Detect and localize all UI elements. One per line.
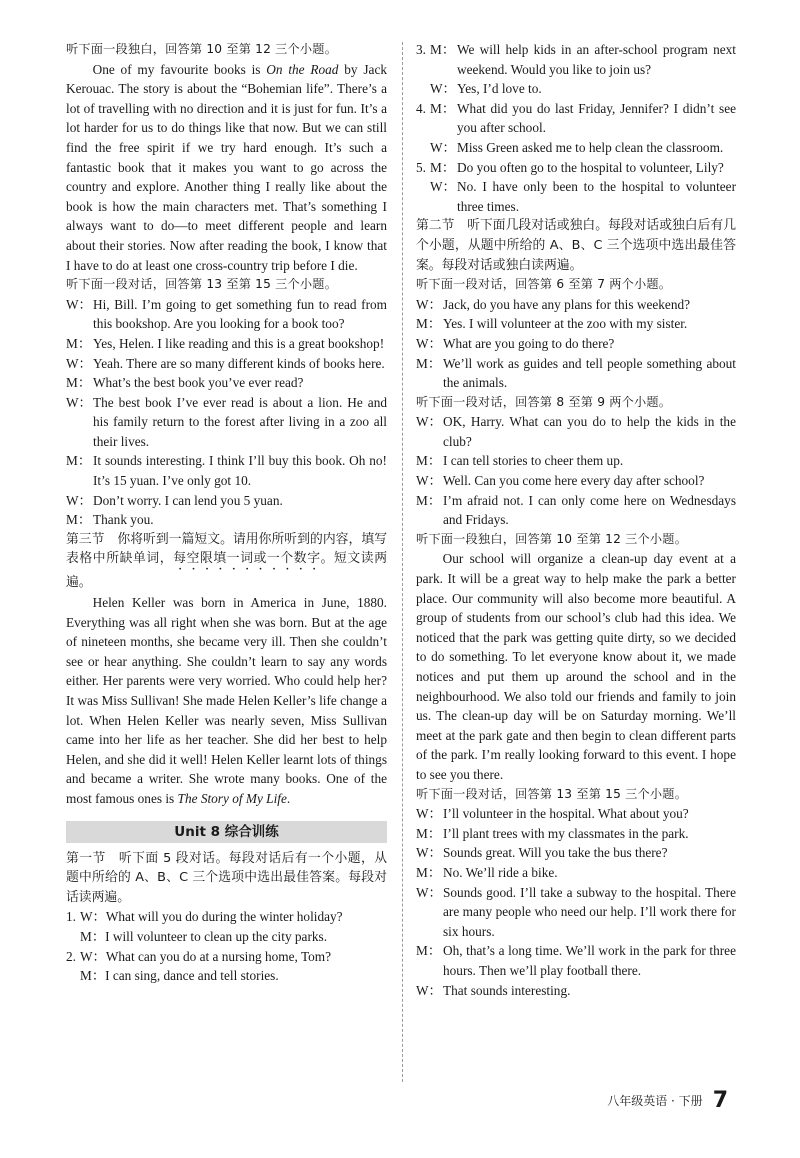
question-item xyxy=(416,99,736,138)
dialogue-text: I can tell stories to cheer them up. xyxy=(443,453,624,469)
dialogue-text: Do you often go to the hospital to volunteer, Lily? xyxy=(457,159,724,175)
question-item xyxy=(416,158,736,178)
speaker-label: M： xyxy=(416,943,442,959)
dialogue xyxy=(416,412,736,530)
speaker-label: M： xyxy=(416,316,442,332)
dialogue-text: Miss Green asked me to help clean the classroom. xyxy=(457,139,724,155)
dialogue-line xyxy=(416,314,736,334)
dialogue-text: The best book I’ve ever read is about a lion. He and his family return to the forest after living in a zoo all their lives. xyxy=(93,394,387,449)
section-instruction: 第三节 你将听到一篇短文。请用你所听到的内容，填写表格中所缺单词，每空限填一词或一个数字。短文读两遍。 xyxy=(66,531,388,591)
dialogue-line xyxy=(416,981,736,1001)
page-footer xyxy=(607,1088,728,1113)
dialogue-text: No. I have only been to the hospital to volunteer three times. xyxy=(457,179,736,214)
section-heading: 听下面一段独白，回答第 10 至第 12 三个小题。 xyxy=(66,42,338,56)
speaker-label: M： xyxy=(416,453,442,469)
section-heading: 听下面一段对话，回答第 8 至第 9 两个小题。 xyxy=(416,394,672,409)
speaker-label: W： xyxy=(416,806,442,822)
dialogue-text: What are you going to do there? xyxy=(443,335,615,351)
dialogue-text: Jack, do you have any plans for this weekend? xyxy=(443,296,691,312)
dialogue-text: Yes, I’d love to. xyxy=(457,81,542,97)
dialogue-text: It sounds interesting. I think I’ll buy this book. Oh no! It’s 15 yuan. I’ve only got 10. xyxy=(93,453,387,489)
listening-passage: Helen Keller was born in America in June, 1880. Everything was all right when she was born. But at the age of nineteen months, she became very ill. Then she couldn’t see or hear anything. She couldn’t learn to say any words either. Her parents were very worried. Who could help her? It was Miss Sullivan! She made Helen Keller’s life change a lot. When Helen Keller was nearly seven, Miss Sullivan came into her life as her teacher. She did her best to help Helen, and she did it well! Helen Keller learnt lots of things and became a writer. She wrote many books. One of the most famous ones is The Story of My Life. xyxy=(66,595,388,806)
dialogue-line: M：I can sing, dance and tell stories. xyxy=(80,968,279,984)
dialogue-line xyxy=(66,354,387,374)
dialogue-line xyxy=(416,843,736,863)
dialogue-line xyxy=(416,804,736,824)
dialogue-line xyxy=(66,334,387,354)
speaker-label: M： xyxy=(416,492,442,508)
dialogue-text: Yes. I will volunteer at the zoo with my sister. xyxy=(443,316,688,332)
dialogue-text: I’ll volunteer in the hospital. What about you? xyxy=(443,806,689,822)
dialogue-text: W：What can you do at a nursing home, Tom? xyxy=(80,948,332,964)
dialogue-line xyxy=(416,471,736,491)
dialogue-line xyxy=(66,393,387,452)
dialogue-text: Yes, Helen. I like reading and this is a great bookshop! xyxy=(93,335,385,351)
dialogue-text: We’ll work as guides and tell people something about the animals. xyxy=(443,355,736,391)
question-number: 5. xyxy=(416,159,426,175)
dialogue-text: Don’t worry. I can lend you 5 yuan. xyxy=(93,492,283,508)
dialogue-line xyxy=(416,824,736,844)
question-number: 1. xyxy=(66,909,76,925)
dialogue-line xyxy=(416,354,736,393)
speaker-label: M： xyxy=(430,42,456,57)
dialogue-text: I’m afraid not. I can only come here on Wednesdays and Fridays. xyxy=(443,492,736,528)
right-column xyxy=(416,40,736,1000)
speaker-label: M： xyxy=(66,375,92,391)
section-instruction: 第二节 听下面几段对话或独白。每段对话或独白后有几个小题，从题中所给的 A、B、C 三个选项中选出最佳答案。每段对话或独白读两遍。 xyxy=(416,218,736,273)
section-heading: 听下面一段对话，回答第 6 至第 7 两个小题。 xyxy=(416,277,672,292)
speaker-label: M： xyxy=(66,453,92,469)
dialogue-line xyxy=(416,412,736,451)
speaker-label: W： xyxy=(430,81,456,97)
speaker-label: M： xyxy=(416,355,442,371)
dialogue xyxy=(416,804,736,1000)
dialogue-text: W：What will you do during the winter holiday? xyxy=(80,909,343,925)
speaker-label: M： xyxy=(430,159,456,175)
speaker-label: W： xyxy=(416,414,442,430)
dialogue xyxy=(66,295,387,530)
dialogue-text: Sounds good. I’ll take a subway to the hospital. There are many people who need our help. I’ll work there for six hours. xyxy=(443,884,736,939)
dialogue-line xyxy=(416,138,736,158)
speaker-label: M： xyxy=(416,825,442,841)
speaker-label: W： xyxy=(66,394,92,410)
dialogue-text: Hi, Bill. I’m going to get something fun to read from this bookshop. Are you looking for a book too? xyxy=(93,296,387,332)
dialogue-line xyxy=(416,177,736,216)
dialogue-text: No. We’ll ride a bike. xyxy=(443,864,558,880)
section-heading: 听下面一段对话，回答第 13 至第 15 三个小题。 xyxy=(66,277,338,292)
speaker-label: M： xyxy=(416,864,442,880)
dialogue-line xyxy=(416,941,736,980)
dialogue-line xyxy=(416,295,736,315)
monologue-passage: Our school will organize a clean-up day event at a park. It will be a great way to help make the park a better place. Our community will also become more beautiful. A group of students from our school’s club had this idea. We noticed that the park was getting quite dirty, so we decided to do something. To let everyone know about it, we made notices and put them up around the school and in the neighbourhood. We also told our friends and family to join us. The clean-up day will be on Saturday morning. We’ll meet at the park gate and then begin to clean different parts of the park. I’m really looking forward to this event. I hope to see you there. xyxy=(416,551,736,782)
speaker-label: W： xyxy=(66,296,92,312)
speaker-label: W： xyxy=(416,296,442,312)
dialogue-line xyxy=(416,863,736,883)
book-title: On the Road xyxy=(266,61,339,77)
dialogue-text: That sounds interesting. xyxy=(443,982,571,998)
question-number: 4. xyxy=(416,100,426,116)
dialogue-line xyxy=(66,373,387,393)
question-list xyxy=(66,907,387,985)
unit-title: Unit 8 综合训练 xyxy=(66,821,387,843)
question-item xyxy=(416,40,736,79)
dialogue-line xyxy=(66,491,387,511)
speaker-label: W： xyxy=(416,884,442,900)
question-number: 3. xyxy=(416,42,426,57)
speaker-label: M： xyxy=(66,335,92,351)
speaker-label: W： xyxy=(66,355,92,371)
dialogue xyxy=(416,295,736,393)
book-label: 八年级英语 · 下册 xyxy=(607,1094,703,1108)
dialogue-text: Sounds great. Will you take the bus there? xyxy=(443,845,668,861)
section-instruction: 第一节 听下面 5 段对话。每段对话后有一个小题，从题中所给的 A、B、C 三个选项中选出最佳答案。每段对话读两遍。 xyxy=(66,850,387,905)
question-list xyxy=(416,40,736,216)
speaker-label: M： xyxy=(430,100,456,116)
dialogue-text: I’ll plant trees with my classmates in the park. xyxy=(443,825,689,841)
monologue-passage: One of my favourite books is On the Road by Jack Kerouac. The story is about the “Bohemian life”. There’s a lot of travelling with no direction and it is just for fun. It’s a lot harder for us to do things like that now. But we can still find the free spirit if we try hard enough. It’s such a fantastic book that it makes you want to go across the country and explore. Another thing I really like about the book is how the main characters met. That’s something I always want to do—to meet different people and learn about their stories. Now after reading the book, I know that I have to do at least one cross-country trip before I die. xyxy=(66,61,388,273)
speaker-label: W： xyxy=(430,139,456,155)
dialogue-line xyxy=(416,451,736,471)
question-item xyxy=(66,907,387,927)
page-number: 7 xyxy=(712,1088,728,1113)
speaker-label: W： xyxy=(430,179,456,195)
speaker-label: W： xyxy=(416,335,442,351)
dialogue-text: OK, Harry. What can you do to help the kids in the club? xyxy=(443,414,736,449)
dialogue-line xyxy=(66,510,387,530)
speaker-label: M： xyxy=(66,512,92,528)
speaker-label: W： xyxy=(416,845,442,861)
dialogue-text: Oh, that’s a long time. We’ll work in the park for three hours. Then we’ll play football there. xyxy=(443,943,736,978)
speaker-label: W： xyxy=(416,982,442,998)
dialogue-line xyxy=(66,295,387,334)
column-divider xyxy=(402,42,403,1082)
dialogue-line xyxy=(416,883,736,942)
dialogue-text: We will help kids in an after-school program next weekend. Would you like to join us? xyxy=(457,42,736,77)
question-number: 2. xyxy=(66,948,76,964)
question-item xyxy=(66,947,387,967)
dialogue-text: Thank you. xyxy=(93,512,154,528)
dialogue-line xyxy=(66,451,387,490)
dialogue-text: Well. Can you come here every day after school? xyxy=(443,473,705,489)
dialogue-text: What’s the best book you’ve ever read? xyxy=(93,375,304,391)
dialogue-line: M：I will volunteer to clean up the city parks. xyxy=(80,928,328,944)
speaker-label: W： xyxy=(416,473,442,489)
dialogue-text: Yeah. There are so many different kinds of books here. xyxy=(93,355,385,371)
left-column xyxy=(66,40,387,986)
dialogue-text: What did you do last Friday, Jennifer? I didn’t see you after school. xyxy=(457,100,736,136)
dialogue-line xyxy=(416,334,736,354)
book-title: The Story of My Life xyxy=(177,790,287,806)
section-heading: 听下面一段对话，回答第 13 至第 15 三个小题。 xyxy=(416,786,688,801)
dialogue-line xyxy=(416,79,736,99)
dialogue-line xyxy=(416,491,736,530)
section-heading: 听下面一段独白，回答第 10 至第 12 三个小题。 xyxy=(416,531,688,546)
speaker-label: W： xyxy=(66,492,92,508)
